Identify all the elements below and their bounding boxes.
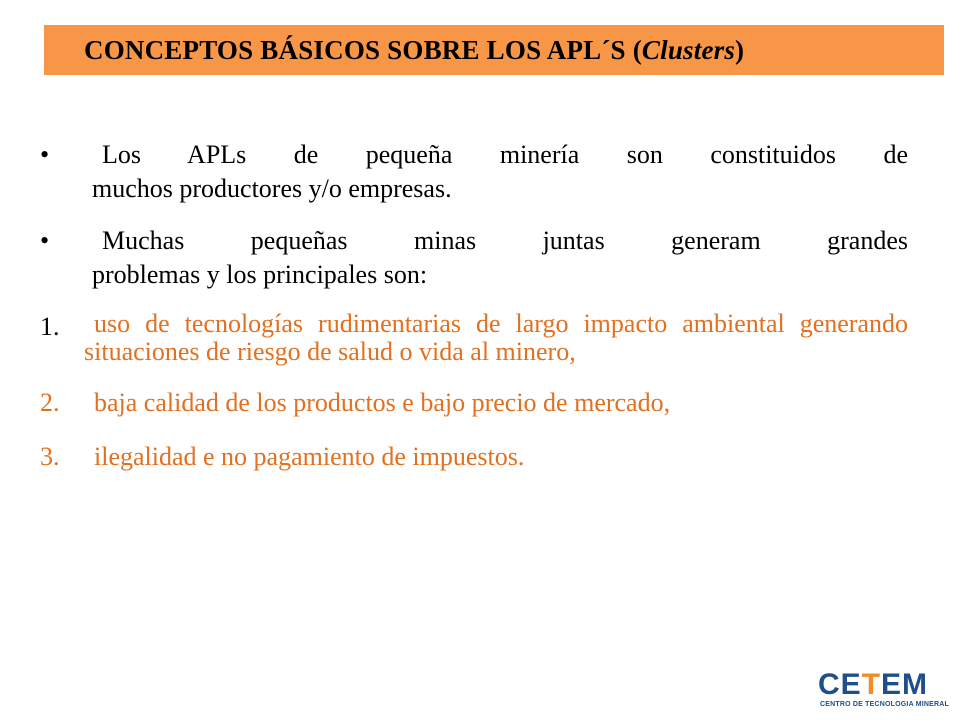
bullet-marker: • (40, 226, 50, 255)
logo-letter: M (902, 668, 929, 701)
numbered-text-content: ilegalidad e no pagamiento de impuestos. (94, 442, 525, 471)
slide-title-close: ) (735, 35, 745, 65)
numbered-item (40, 310, 908, 366)
number-marker: 1. (40, 312, 60, 341)
bullet-text (92, 224, 908, 292)
bullet-line: problemas y los principales son: (92, 260, 428, 289)
bullet-item (40, 138, 908, 206)
slide-content (40, 138, 908, 494)
logo-letter: E (881, 668, 903, 701)
bullet-item (40, 224, 908, 292)
bullet-line: muchos productores y/o empresas. (92, 174, 452, 203)
logo-wordmark (818, 670, 928, 700)
numbered-text (84, 386, 908, 420)
bullet-line: Los APLs de pequeña minería son constituidos de (102, 140, 908, 169)
logo-letter: C (818, 668, 841, 701)
title-bar (44, 25, 944, 75)
number-marker: 3. (40, 442, 60, 471)
numbered-text-content: uso de tecnologías rudimentarias de largo impacto ambiental generando situaciones de riesgo de salud o vida al minero, (84, 309, 908, 366)
slide-title (84, 35, 744, 66)
slide-title-italic: Clusters (641, 35, 736, 65)
numbered-text (84, 440, 908, 474)
bullet-line: Muchas pequeñas minas juntas generam grandes (102, 226, 908, 255)
logo-subtitle: CENTRO DE TECNOLOGIA MINERAL (820, 701, 950, 708)
numbered-item (40, 440, 908, 474)
cetem-logo (818, 668, 950, 712)
number-marker: 2. (40, 388, 60, 417)
numbered-text-content: baja calidad de los productos e bajo precio de mercado, (94, 388, 671, 417)
bullet-text (92, 138, 908, 206)
numbered-item (40, 386, 908, 420)
bullet-marker: • (40, 140, 50, 169)
logo-letter: E (840, 668, 862, 701)
slide-title-main: CONCEPTOS BÁSICOS SOBRE LOS APL´S ( (84, 35, 642, 65)
logo-letter: T (861, 668, 882, 701)
numbered-text (84, 310, 908, 366)
